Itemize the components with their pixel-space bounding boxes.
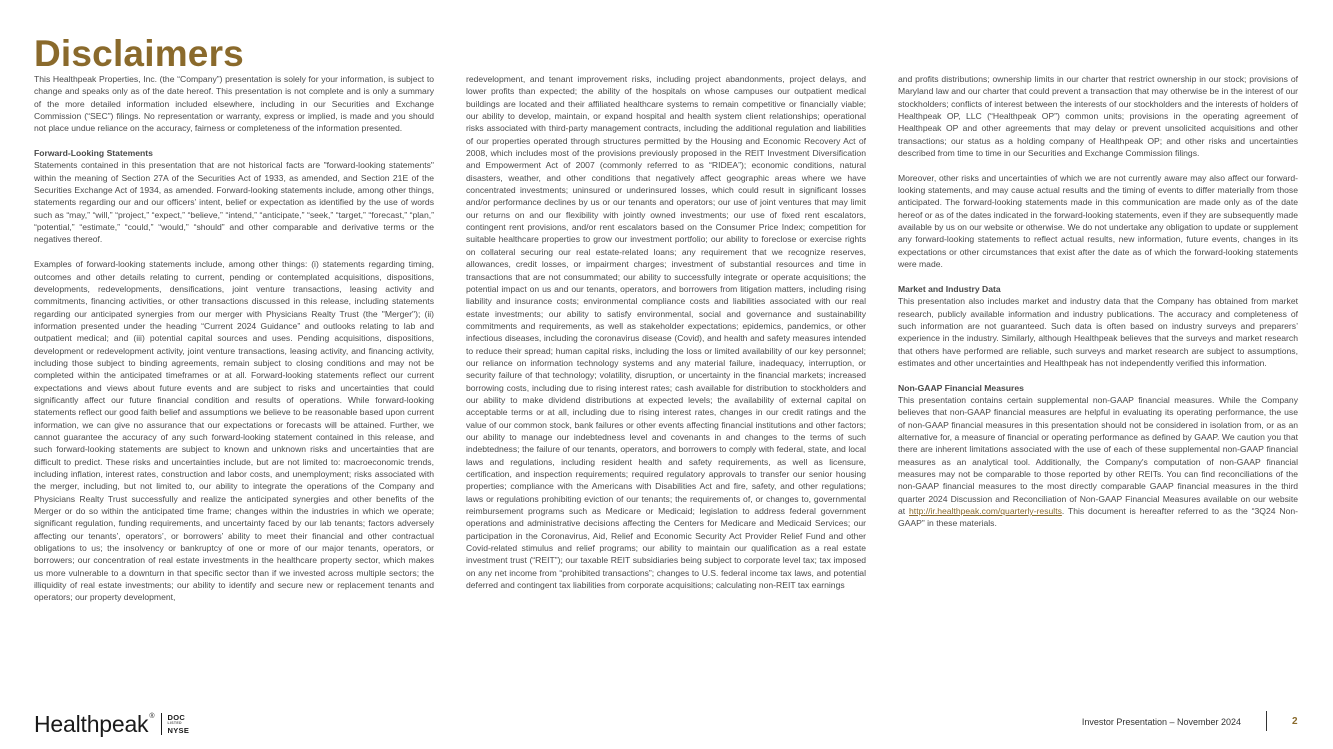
forward-looking-paragraph-2: Examples of forward-looking statements include, among other things: (i) statements regarding timing, outcomes and other details relating to current, pending or contemplated acquisitions, dispositions, developments, redevelopments, densifications, joint venture transactions, leasing activity and commitments, financing activities, or other transactions discussed in this release, including statements regarding our anticipated synergies from our merger with Physicians Realty Trust (the "Merger"); (ii) information presented under the heading “Current 2024 Guidance” and outlooks relating to lab and outpatient medical; and (iii) potential capital sources and uses. Pending acquisitions, dispositions, development or redevelopment activity, joint venture transactions, leasing activity, and financing activity, including those subject to binding agreements, remain subject to closing conditions and may not be completed within the anticipated timeframes or at all. Forward-looking statements reflect our current expectations and views about future events and are subject to risks and uncertainties that could significantly affect our future financial condition and results of operations. While forward-looking statements reflect our good faith belief and assumptions we believe to be reasonable based upon current information, we can give no assurance that our expectations or forecasts will be attained. Further, we cannot guarantee the accuracy of any such forward-looking statement contained in this release, and such forward-looking statements are subject to known and unknown risks and uncertainties that are difficult to predict. These risks and uncertainties include, but are not limited to: macroeconomic trends, including inflation, interest rates, construction and labor costs, and unemployment; risks associated with the merger, including, but not limited to, our ability to integrate the operations of the Company and Physicians Realty Trust successfully and realize the anticipated synergies and other benefits of the Merger or do so within the anticipated time frame; changes within the industries in which we operate; significant regulation, funding requirements, and uncertainty faced by our lab tenants; factors adversely affecting our tenants’, operators’, or borrowers’ ability to meet their financial and other contractual obligations to us; the insolvency or bankruptcy of one or more of our major tenants, operators, or borrowers; our concentration of real estate investments in the healthcare property sector, which makes us more vulnerable to a downturn in that specific sector than if we invested across multiple sectors; the illiquidity of real estate investments; our ability to identify and secure new or replacement tenants and operators; our property development, xyxy=(34,259,434,603)
non-gaap-text-after-link: . This document is hereafter referred to as the “3Q24 Non-GAAP” in these materials. xyxy=(898,506,1298,529)
healthpeak-logo xyxy=(34,710,189,738)
other-risks-paragraph: Moreover, other risks and uncertainties of which we are not currently aware may also affect our forward-looking statements, and may cause actual results and the timing of events to differ materially from those anticipated. The forward-looking statements made in this communication are made only as of the date hereof or as of the dates indicated in the forward-looking statements, even if they are subsequently made available by us on our website or otherwise. We do not undertake any obligation to update or supplement any forward-looking statements to reflect actual results, new information, future events, changes in its expectations or other circumstances that exist after the date as of which the forward-looking statements were made. xyxy=(898,172,1298,270)
risk-factors-paragraph: redevelopment, and tenant improvement risks, including project abandonments, project delays, and lower profits than expected; the ability of the hospitals on whose campuses our outpatient medical buildings are located and their affiliated healthcare systems to remain competitive or financially viable; our ability to develop, maintain, or expand hospital and health system client relationships; operational risks associated with third-party management contracts, including the additional regulation and liabilities of our properties operated through structures permitted by the Housing and Economic Recovery Act of 2008, which includes most of the provisions previously proposed in the REIT Investment Diversification and Empowerment Act of 2007 (commonly referred to as “RIDEA”); economic conditions, natural disasters, weather, and other conditions that negatively affect geographic areas where we have concentrated investments; uninsured or underinsured losses, which could result in significant losses and/or performance declines by us or our tenants and operators; our use of joint ventures that may limit our returns on and our flexibility with jointly owned investments; our use of fixed rent escalators, contingent rent provisions, and/or rent escalators based on the Consumer Price Index; competition for suitable healthcare properties to grow our investment portfolio; our ability to foreclose or exercise rights on collateral securing our real estate-related loans; any requirement that we recognize reserves, allowances, credit losses, or impairment charges; investment of substantial resources and time in transactions that are not consummated; our ability to successfully integrate or operate acquisitions; the potential impact on us and our tenants, operators, and borrowers from litigation matters, including rising liability and insurance costs; environmental compliance costs and liabilities associated with our real estate investments; our ability to satisfy environmental, social and governance and sustainability commitments and requirements, as well as stakeholder expectations; epidemics, pandemics, or other infectious diseases, including the coronavirus disease (Covid), and health and safety measures intended to reduce their spread; human capital risks, including the loss or limited availability of our key personnel; our reliance on information technology systems and any material failure, inadequacy, interruption, or security failure of that technology; volatility, disruption, or uncertainty in the financial markets; increased borrowing costs, including due to rising interest rates; cash available for distribution to stockholders and our ability to make dividend distributions at expected levels; the availability of external capital on acceptable terms or at all, including due to rising interest rates, changes in our credit ratings and the value of our common stock, bank failures or other events affecting financial institutions and other factors; our ability to manage our indebtedness level and covenants in and changes to the terms of such indebtedness; the failure of our tenants, operators, and borrowers to comply with federal, state, and local laws and regulations, including resident health and safety requirements, as well as licensure, certification, and inspection requirements; required regulatory approvals to transfer our senior housing properties; compliance with the Americans with Disabilities Act and fire, safety, and other regulations; laws or regulations prohibiting eviction of our tenants; the requirements of, or changes to, governmental reimbursement programs such as Medicare or Medicaid; legislation to address federal government operations and administrative decisions affecting the Centers for Medicare and Medicaid Services; our participation in the Coronavirus, Aid, Relief and Economic Security Act Provider Relief Fund and other Covid-related stimulus and relief programs; our ability to maintain our qualification as a real estate investment trust (“REIT”); our taxable REIT subsidiaries being subject to corporate level tax; tax imposed on any net income from “prohibited transactions”; changes to U.S. federal income tax laws, and potential deferred and contingent tax liabilities from corporate acquisitions; calculating non-REIT tax earnings xyxy=(466,74,866,591)
non-gaap-heading: Non-GAAP Financial Measures xyxy=(898,382,1024,393)
risk-factors-continued-paragraph: and profits distributions; ownership limits in our charter that restrict ownership in our stock; provisions of Maryland law and our charter that could prevent a transaction that may otherwise be in the interest of our stockholders; conflicts of interest between the interests of our stockholders and the interests of holders of Healthpeak OP, LLC (“Healthpeak OP”) common units; provisions in the operating agreement of Healthpeak OP and other agreements that may delay or prevent unsolicited acquisitions and other transactions; our status as a holding company of Healthpeak OP; and other risks and uncertainties described from time to time in our Securities and Exchange Commission filings. xyxy=(898,74,1298,159)
page-title: Disclaimers xyxy=(34,33,244,74)
quarterly-results-link[interactable]: http://ir.healthpeak.com/quarterly-results xyxy=(909,506,1062,517)
listed-label: LISTED xyxy=(167,721,182,726)
non-gaap-text-before-link: This presentation contains certain supplemental non-GAAP financial measures. While the Company believes that non-GAAP financial measures are helpful in evaluating its operating performance, the use of non-GAAP financial measures in this presentation should not be considered in isolation from, or as an alternative for, a measure of financial or operating performance as defined by GAAP. We caution you that there are inherent limitations associated with the use of each of these supplemental non-GAAP financial measures as an analytical tool. Additionally, the Company's computation of non-GAAP financial measures may not be comparable to those reported by other REITs. You can find reconciliations of the non-GAAP financial measures to the most directly comparable GAAP financial measures in the third quarter 2024 Discussion and Reconciliation of Non-GAAP Financial Measures available on our website at xyxy=(898,394,1298,517)
registered-mark: ® xyxy=(149,712,155,720)
ticker-label: DOC xyxy=(167,712,186,722)
logo-divider xyxy=(161,713,162,735)
column-2 xyxy=(466,73,866,604)
column-3 xyxy=(898,73,1298,542)
intro-paragraph: This Healthpeak Properties, Inc. (the “Company”) presentation is solely for your information, is subject to change and speaks only as of the date hereof. This presentation is not complete and is only a summary of the more detailed information included elsewhere, including in our Securities and Exchange Commission (“SEC”) filings. No representation or warranty, express or implied, is made and you should not place undue reliance on the accuracy, fairness or completeness of the information presented. xyxy=(34,74,434,134)
nyse-doc-badge xyxy=(168,714,190,735)
presentation-label: Investor Presentation – November 2024 xyxy=(1081,717,1241,727)
page-number: 2 xyxy=(1292,716,1298,727)
logo-wordmark: Healthpeak xyxy=(34,711,149,737)
market-data-paragraph: This presentation also includes market and industry data that the Company has obtained from market research, publicly available information and industry publications. The accuracy and completeness of such information are not guaranteed. Such data is often based on industry surveys and preparers’ experience in the industry. Similarly, although Healthpeak believes that the surveys and market research that others have performed are reliable, such surveys and market research are subject to assumptions, estimates and other uncertainties and Healthpeak has not independently verified this information. xyxy=(898,296,1298,368)
exchange-label: NYSE xyxy=(167,725,190,735)
column-1 xyxy=(34,73,434,616)
forward-looking-heading: Forward-Looking Statements xyxy=(34,148,153,159)
market-data-heading: Market and Industry Data xyxy=(898,283,1001,294)
non-gaap-paragraph xyxy=(898,394,1298,530)
forward-looking-paragraph-1: Statements contained in this presentation that are not historical facts are "forward-looking statements" within the meaning of Section 27A of the Securities Act of 1933, as amended, and Section 21E of the Securities Exchange Act of 1934, as amended. Forward-looking statements include, among other things, statements regarding our and our officers’ intent, belief or expectation as identified by the use of words such as “may,” “will,” “project,” “expect,” “believe,” “intend,” “anticipate,” “seek,” “target,” “forecast,” “plan,” “potential,” “estimate,” “could,” “would,” “should” and other comparable and derivative terms or the negatives thereof. xyxy=(34,160,434,245)
footer-divider xyxy=(1266,711,1267,731)
